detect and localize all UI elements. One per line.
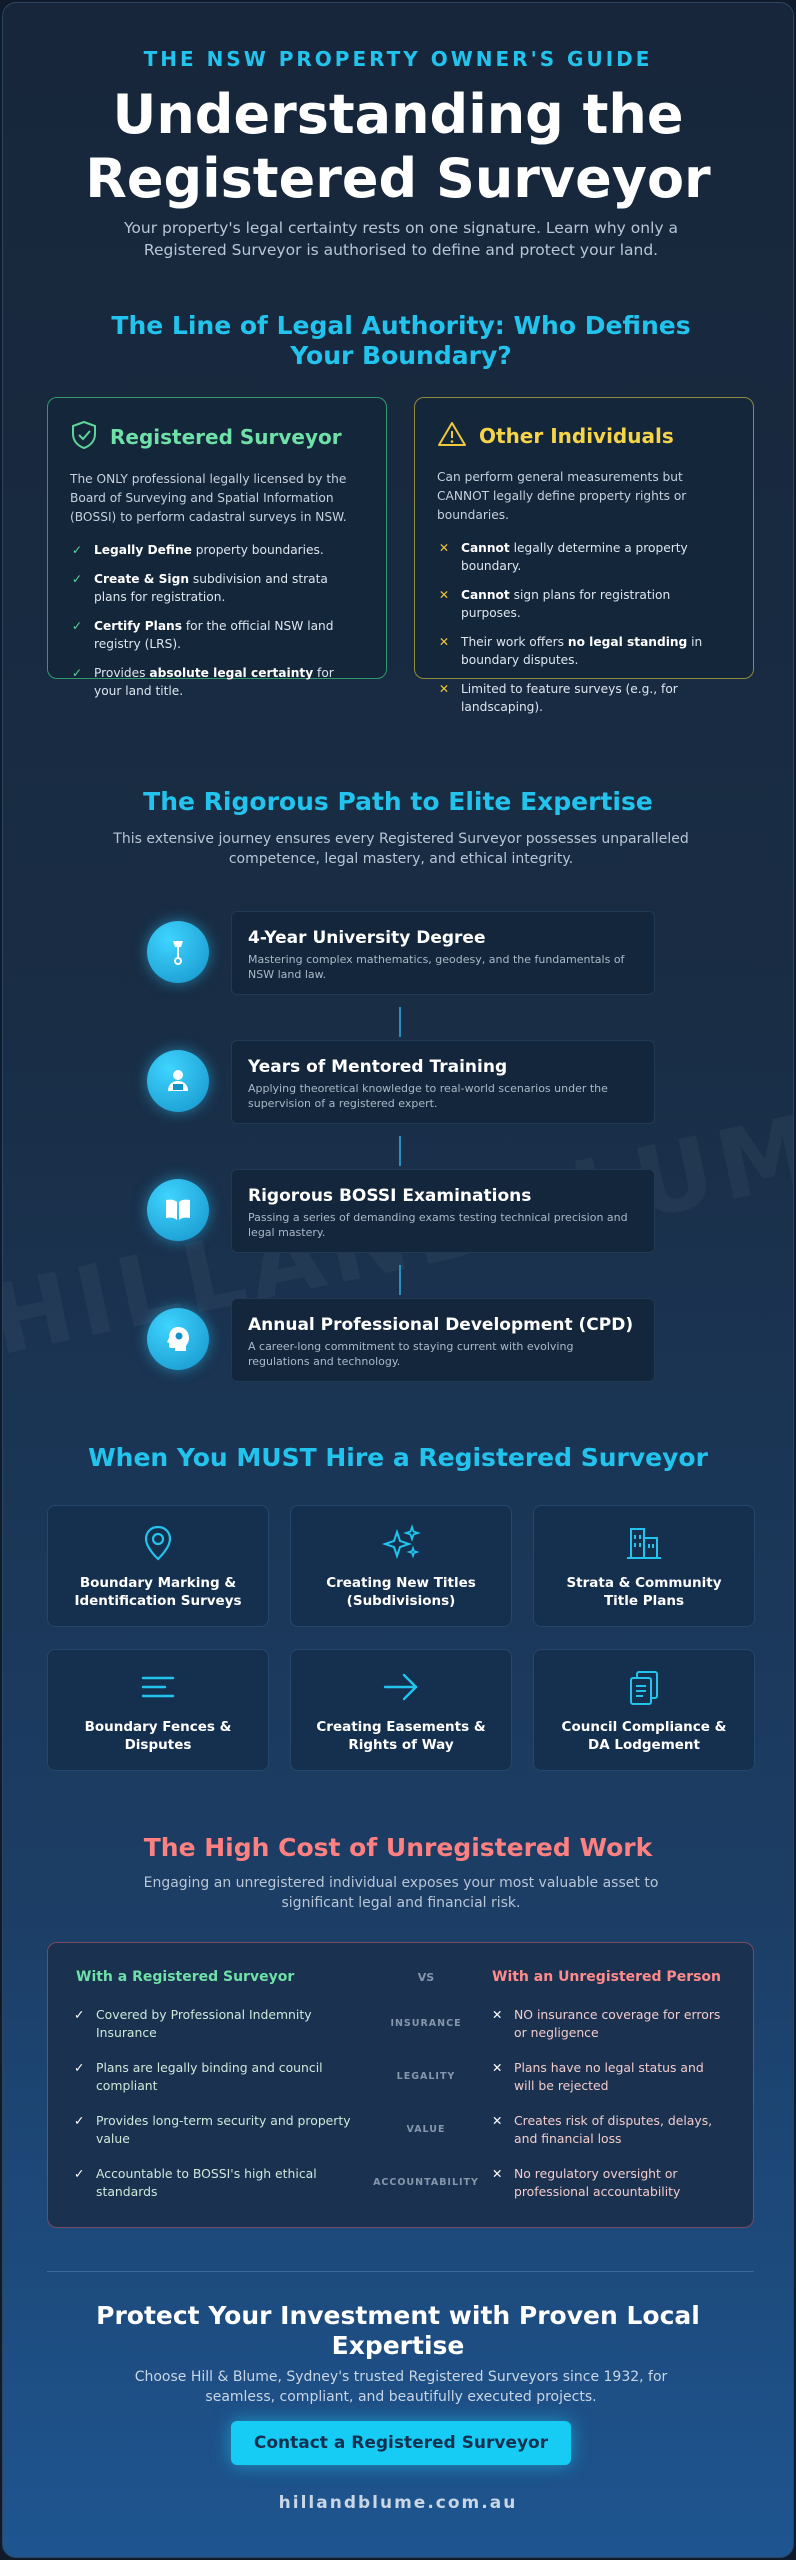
mentor-icon [147,1050,209,1112]
check-icon: ✓ [74,2006,85,2022]
comparison-table [47,1942,754,2228]
step-desc: Mastering complex mathematics, geodesy, and the fundamentals of NSW land law. [248,953,625,981]
check-icon: ✓ [74,2112,85,2128]
survey-pin-icon [147,921,209,983]
registered-card-desc: The ONLY professional legally licensed by the Board of Surveying and Spatial Information (BOSSI) to perform cadastral surveys in NSW. [70,472,347,524]
cross-icon: ✕ [438,588,450,602]
timeline-step [231,1298,655,1382]
map-pin-icon [48,1524,268,1562]
row-category: ACCOUNTABILITY [373,2177,479,2188]
registered-card-title: Registered Surveyor [110,425,342,449]
path-subtitle: This extensive journey ensures every Registered Surveyor possesses unparalleled competence, legal mastery, and ethical integrity. [113,831,689,867]
timeline-step [231,1040,655,1124]
service-card [290,1505,512,1627]
service-label: Council Compliance & DA Lodgement [561,1719,727,1753]
page-title [3,83,793,211]
service-label: Creating New Titles (Subdivisions) [326,1575,476,1609]
cta-title [3,2301,793,2361]
timeline-step [231,1169,655,1253]
cross-icon: ✕ [438,635,450,649]
cross-icon: ✕ [438,682,450,696]
step-desc: A career-long commitment to staying current with evolving regulations and technology. [248,1340,574,1368]
unregistered-cell: NO insurance coverage for errors or negligence [514,2006,721,2040]
row-category: LEGALITY [396,2071,456,2082]
timeline-step [231,911,655,995]
timeline-connector [399,1007,401,1037]
check-icon: ✓ [71,543,83,557]
unregistered-cell: Plans have no legal status and will be rejected [514,2059,704,2093]
cross-icon: ✕ [492,2059,503,2075]
cost-subtitle: Engaging an unregistered individual exposes your most valuable asset to significant legal and financial risk. [143,1875,659,1911]
arrow-right-icon [291,1668,511,1706]
service-label: Creating Easements & Rights of Way [316,1719,486,1753]
check-icon: ✓ [71,619,83,633]
warning-icon [437,420,467,452]
service-label: Boundary Marking & Identification Surveys [74,1575,242,1609]
check-icon: ✓ [74,2165,85,2181]
list-item: ✕ Cannot sign plans for registration purposes. [438,588,671,620]
divider [47,2271,754,2272]
cross-icon: ✕ [492,2112,503,2128]
timeline-connector [399,1265,401,1295]
unregistered-column-header: With an Unregistered Person [492,1969,722,1985]
authority-title: The Line of Legal Authority: Who Defines Your Boundary? [111,311,691,370]
registered-cell: Plans are legally binding and council compliant [96,2059,323,2093]
unregistered-cell: No regulatory oversight or professional accountability [514,2165,681,2199]
service-label: Boundary Fences & Disputes [84,1719,232,1753]
buildings-icon [534,1524,754,1562]
step-desc: Passing a series of demanding exams testing technical precision and legal mastery. [248,1211,628,1239]
timeline-connector [399,1136,401,1166]
service-card [47,1505,269,1627]
service-card [533,1505,755,1627]
row-category: VALUE [406,2124,446,2135]
services-title: When You MUST Hire a Registered Surveyor [88,1443,708,1472]
cta-subtitle: Choose Hill & Blume, Sydney's trusted Registered Surveyors since 1932, for seamless, compliant, and beautifully executed projects. [134,2369,668,2405]
list-item: ✓ Create & Sign subdivision and strata plans for registration. [71,572,328,604]
clipboard-icon [534,1668,754,1706]
list-item: ✕ Cannot legally determine a property boundary. [438,541,688,573]
registered-cell: Provides long-term security and property value [96,2112,351,2146]
registered-cell: Covered by Professional Indemnity Insurance [96,2006,312,2040]
cta-title-line2: Expertise [331,2331,465,2360]
page-title-line2: Registered Surveyor [85,147,711,210]
service-card [290,1649,512,1771]
registered-surveyor-card [47,397,387,698]
check-icon: ✓ [71,666,83,680]
service-card [47,1649,269,1771]
check-icon: ✓ [74,2059,85,2075]
infographic-page [2,2,794,2558]
cost-title: The High Cost of Unregistered Work [143,1833,653,1862]
table-row [74,2050,727,2103]
cta-title-line1: Protect Your Investment with Proven Local [96,2301,700,2330]
head-gear-icon [147,1308,209,1370]
page-subtitle: Your property's legal certainty rests on one signature. Learn why only a Registered Surveyor is authorised to define and protect your land. [123,219,678,259]
table-row [74,2103,727,2156]
list-item: ✓ Provides absolute legal certainty for your land title. [71,666,334,698]
cross-icon: ✕ [492,2006,503,2022]
eyebrow: THE NSW PROPERTY OWNER'S GUIDE [143,47,653,71]
path-title: The Rigorous Path to Elite Expertise [143,787,653,816]
book-icon [147,1179,209,1241]
row-category: INSURANCE [390,2018,462,2029]
step-title: Rigorous BOSSI Examinations [248,1186,532,1206]
step-title: Years of Mentored Training [248,1057,508,1077]
check-icon: ✓ [71,572,83,586]
list-item: ✓ Legally Define property boundaries. [71,543,324,557]
cross-icon: ✕ [438,541,450,555]
other-card-title: Other Individuals [479,424,674,448]
registered-cell: Accountable to BOSSI's high ethical standards [96,2165,317,2199]
contact-surveyor-button[interactable]: Contact a Registered Surveyor [231,2421,571,2465]
step-title: Annual Professional Development (CPD) [248,1315,634,1335]
unregistered-cell: Creates risk of disputes, delays, and financial loss [514,2112,713,2146]
step-desc: Applying theoretical knowledge to real-world scenarios under the supervision of a registered expert. [248,1082,608,1110]
page-title-line1: Understanding the [112,83,684,146]
vs-label: VS [417,1970,435,1984]
list-item: ✕ Limited to feature surveys (e.g., for landscaping). [438,682,678,714]
registered-column-header: With a Registered Surveyor [76,1969,295,1985]
other-card-desc: Can perform general measurements but CANNOT legally define property rights or boundaries. [437,470,687,522]
website-link[interactable]: hillandblume.com.au [278,2493,518,2513]
cross-icon: ✕ [492,2165,503,2181]
service-label: Strata & Community Title Plans [566,1575,722,1609]
list-item: ✕ Their work offers no legal standing in boundary disputes. [438,635,703,667]
step-title: 4-Year University Degree [248,928,486,948]
comparison-header [74,1969,727,1985]
sparkles-icon [291,1524,511,1562]
table-row [74,1997,727,2050]
fence-lines-icon [48,1668,268,1706]
list-item: ✓ Certify Plans for the official NSW land registry (LRS). [71,619,334,651]
shield-check-icon [70,420,98,454]
service-card [533,1649,755,1771]
table-row [74,2156,727,2209]
other-individuals-card [414,397,754,714]
